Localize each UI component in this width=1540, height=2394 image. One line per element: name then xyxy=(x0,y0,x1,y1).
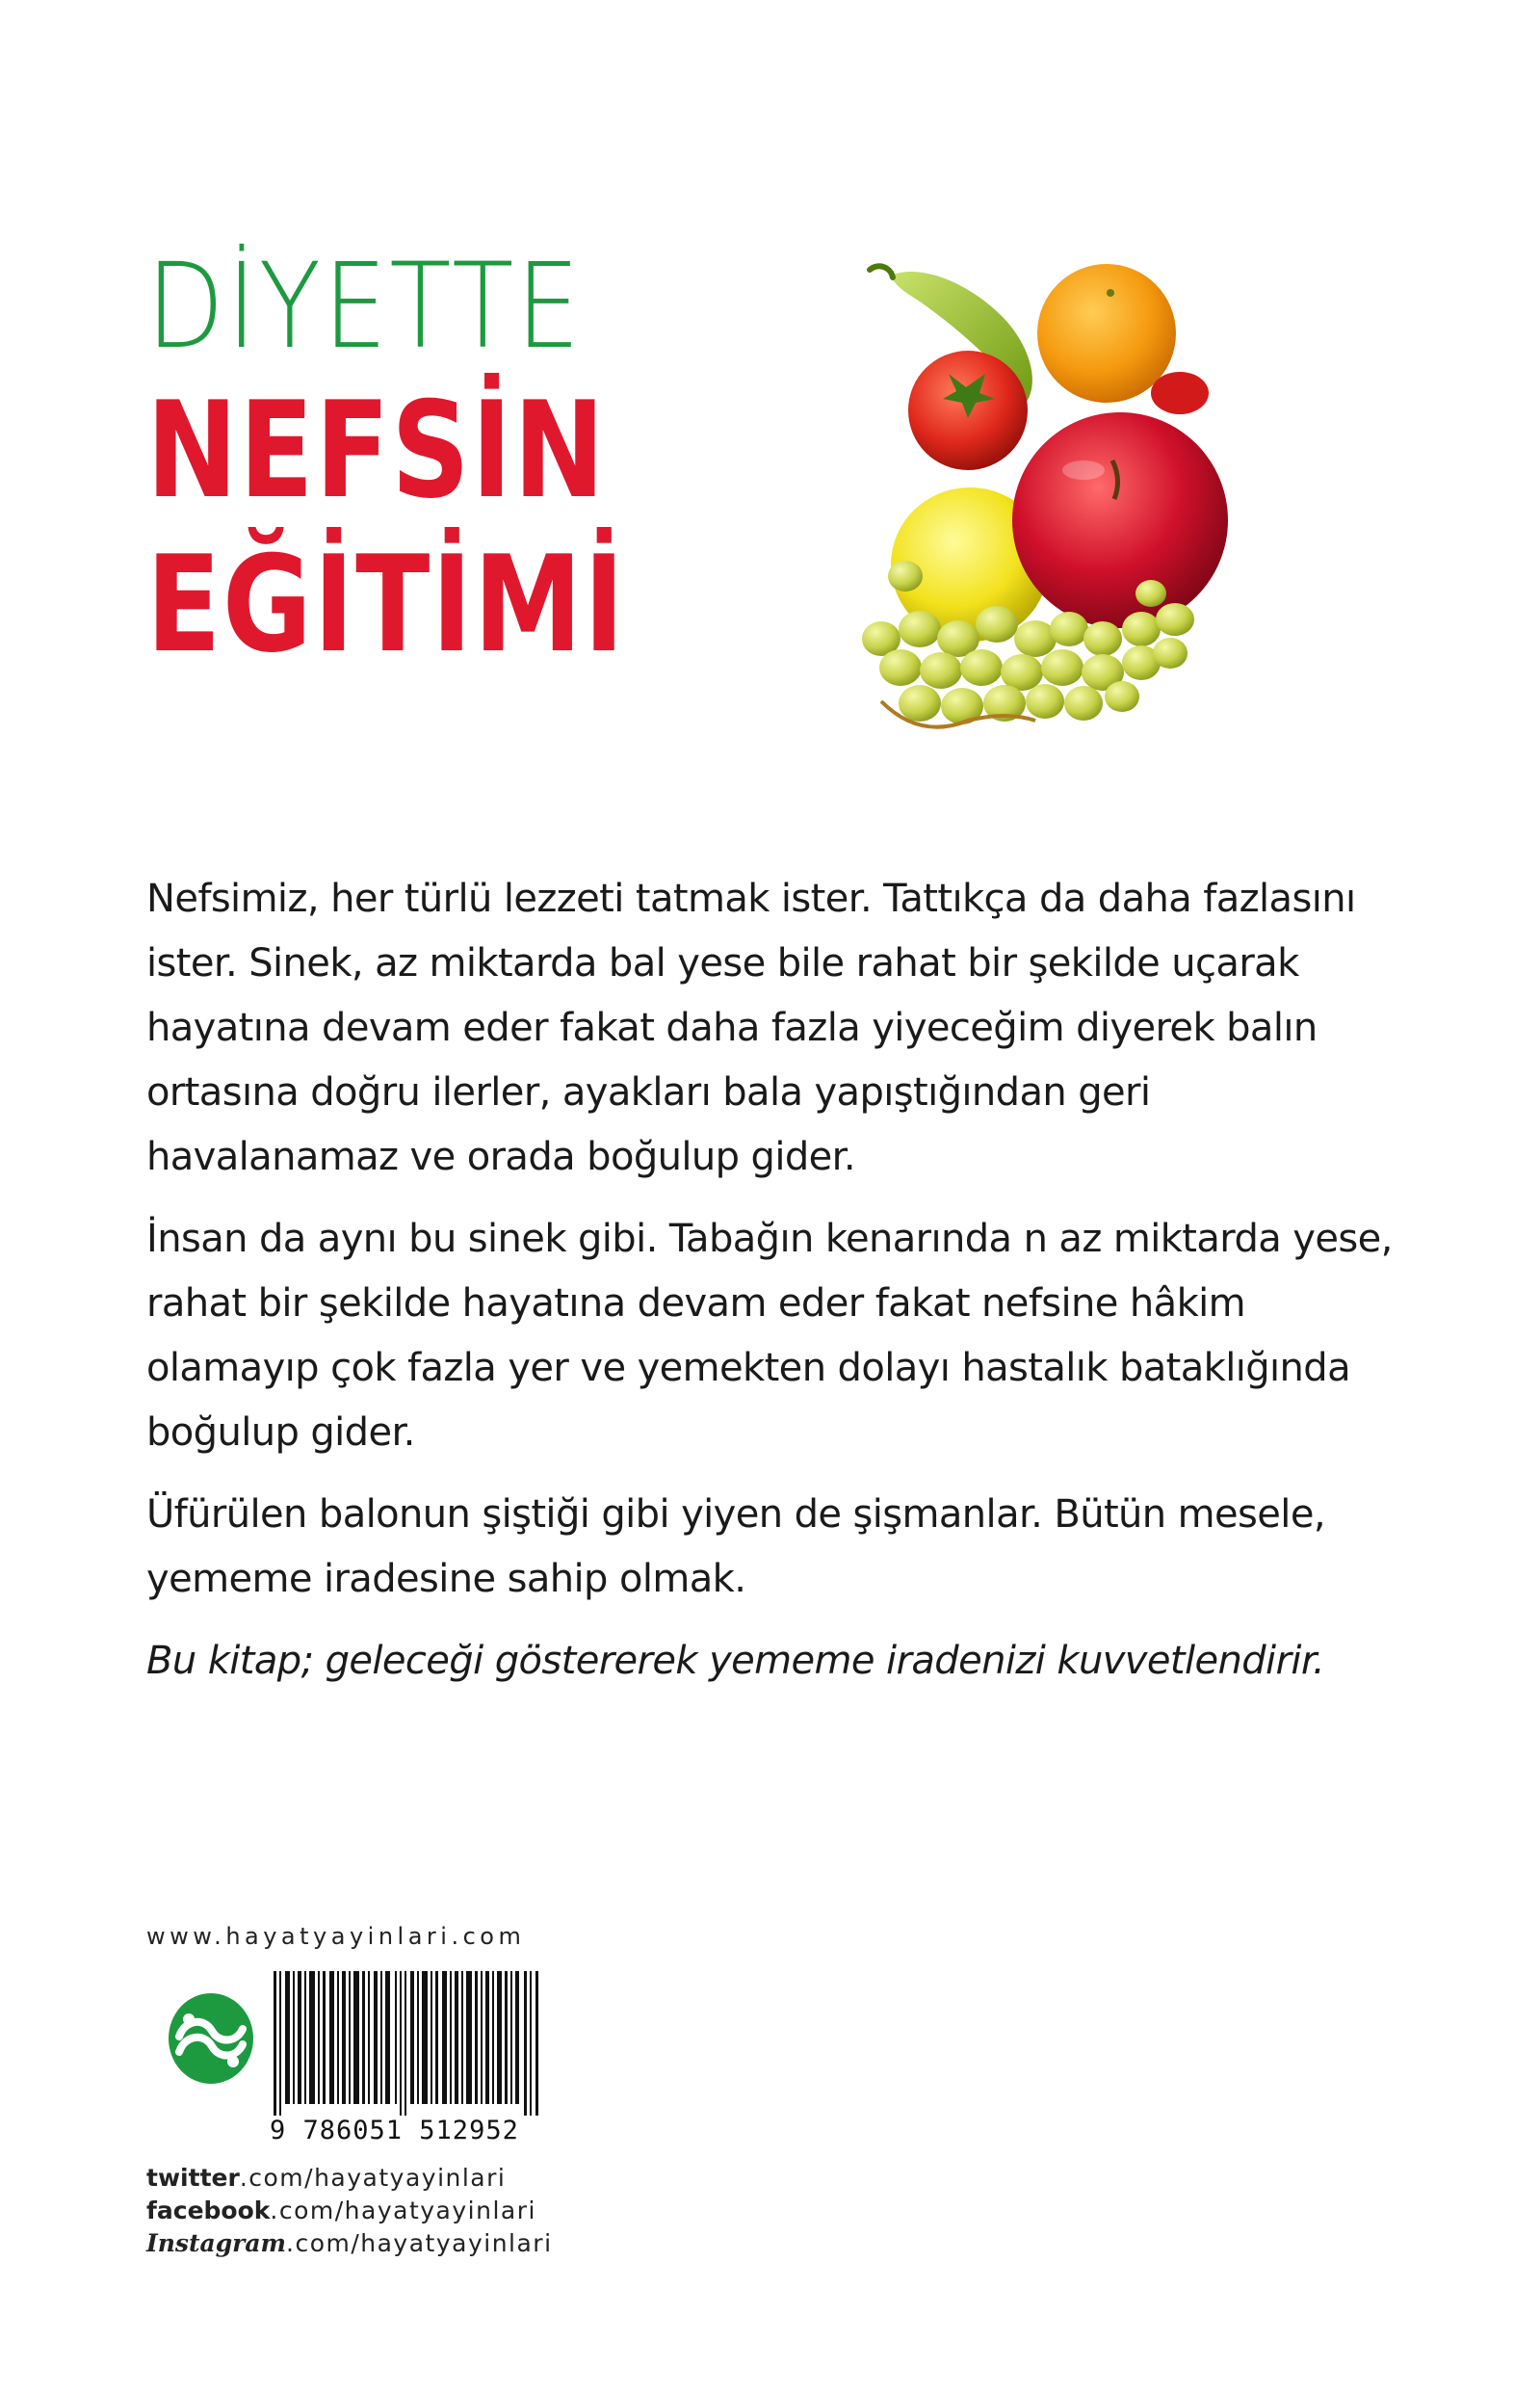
back-cover-text xyxy=(146,867,1398,1711)
social-link-facebook[interactable] xyxy=(146,2195,551,2227)
title-line-diyette: DİYETTE xyxy=(146,238,583,375)
social-path: .com/hayatyayinlari xyxy=(239,2164,507,2192)
paragraph-2: İnsan da aynı bu sinek gibi. Tabağın kenarında n az miktarda yese, rahat bir şekilde hayatına devam eder fakat nefsine hâkim olamayıp çok fazla yer ve yemekten dolayı hastalık bataklığında boğulup gider. xyxy=(146,1217,1393,1455)
instagram-brand: Instagram xyxy=(146,2229,286,2257)
title-line-egitimi: EĞİTİMİ xyxy=(146,527,626,682)
title-line-nefsin: NEFSİN xyxy=(146,373,607,528)
isbn-number: 9 786051 512952 xyxy=(270,2116,519,2145)
website-link[interactable]: www.hayatyayinlari.com xyxy=(146,1923,526,1950)
fruits-and-vegetables-image xyxy=(862,258,1295,759)
paragraph-3: Üfürülen balonun şiştiği gibi yiyen de şişmanlar. Bütün mesele, yememe iradesine sahip olmak. xyxy=(146,1492,1325,1601)
barcode xyxy=(272,1971,541,2116)
social-links xyxy=(146,2162,551,2260)
paragraph-1: Nefsimiz, her türlü lezzeti tatmak ister. Tattıkça da daha fazlasını ister. Sinek, az miktarda bal yese bile rahat bir şekilde uçarak hayatına devam eder fakat daha fazla yiyeceğim diyerek balın ortasına doğru ilerler, ayakları bala yapıştığından geri havalanamaz ve orada boğulup gider. xyxy=(146,877,1356,1179)
social-path: .com/hayatyayinlari xyxy=(286,2229,553,2257)
book-title xyxy=(146,238,772,682)
social-link-instagram[interactable] xyxy=(146,2227,551,2260)
publisher-logo-icon xyxy=(168,1992,254,2085)
social-link-twitter[interactable] xyxy=(146,2162,551,2195)
closing-statement: Bu kitap; geleceği göstererek yememe iradenizi kuvvetlendirir. xyxy=(146,1639,1325,1683)
publisher-footer xyxy=(146,1923,551,2260)
twitter-brand: twitter xyxy=(146,2164,240,2192)
facebook-brand: facebook xyxy=(146,2197,271,2224)
social-path: .com/hayatyayinlari xyxy=(270,2197,536,2224)
